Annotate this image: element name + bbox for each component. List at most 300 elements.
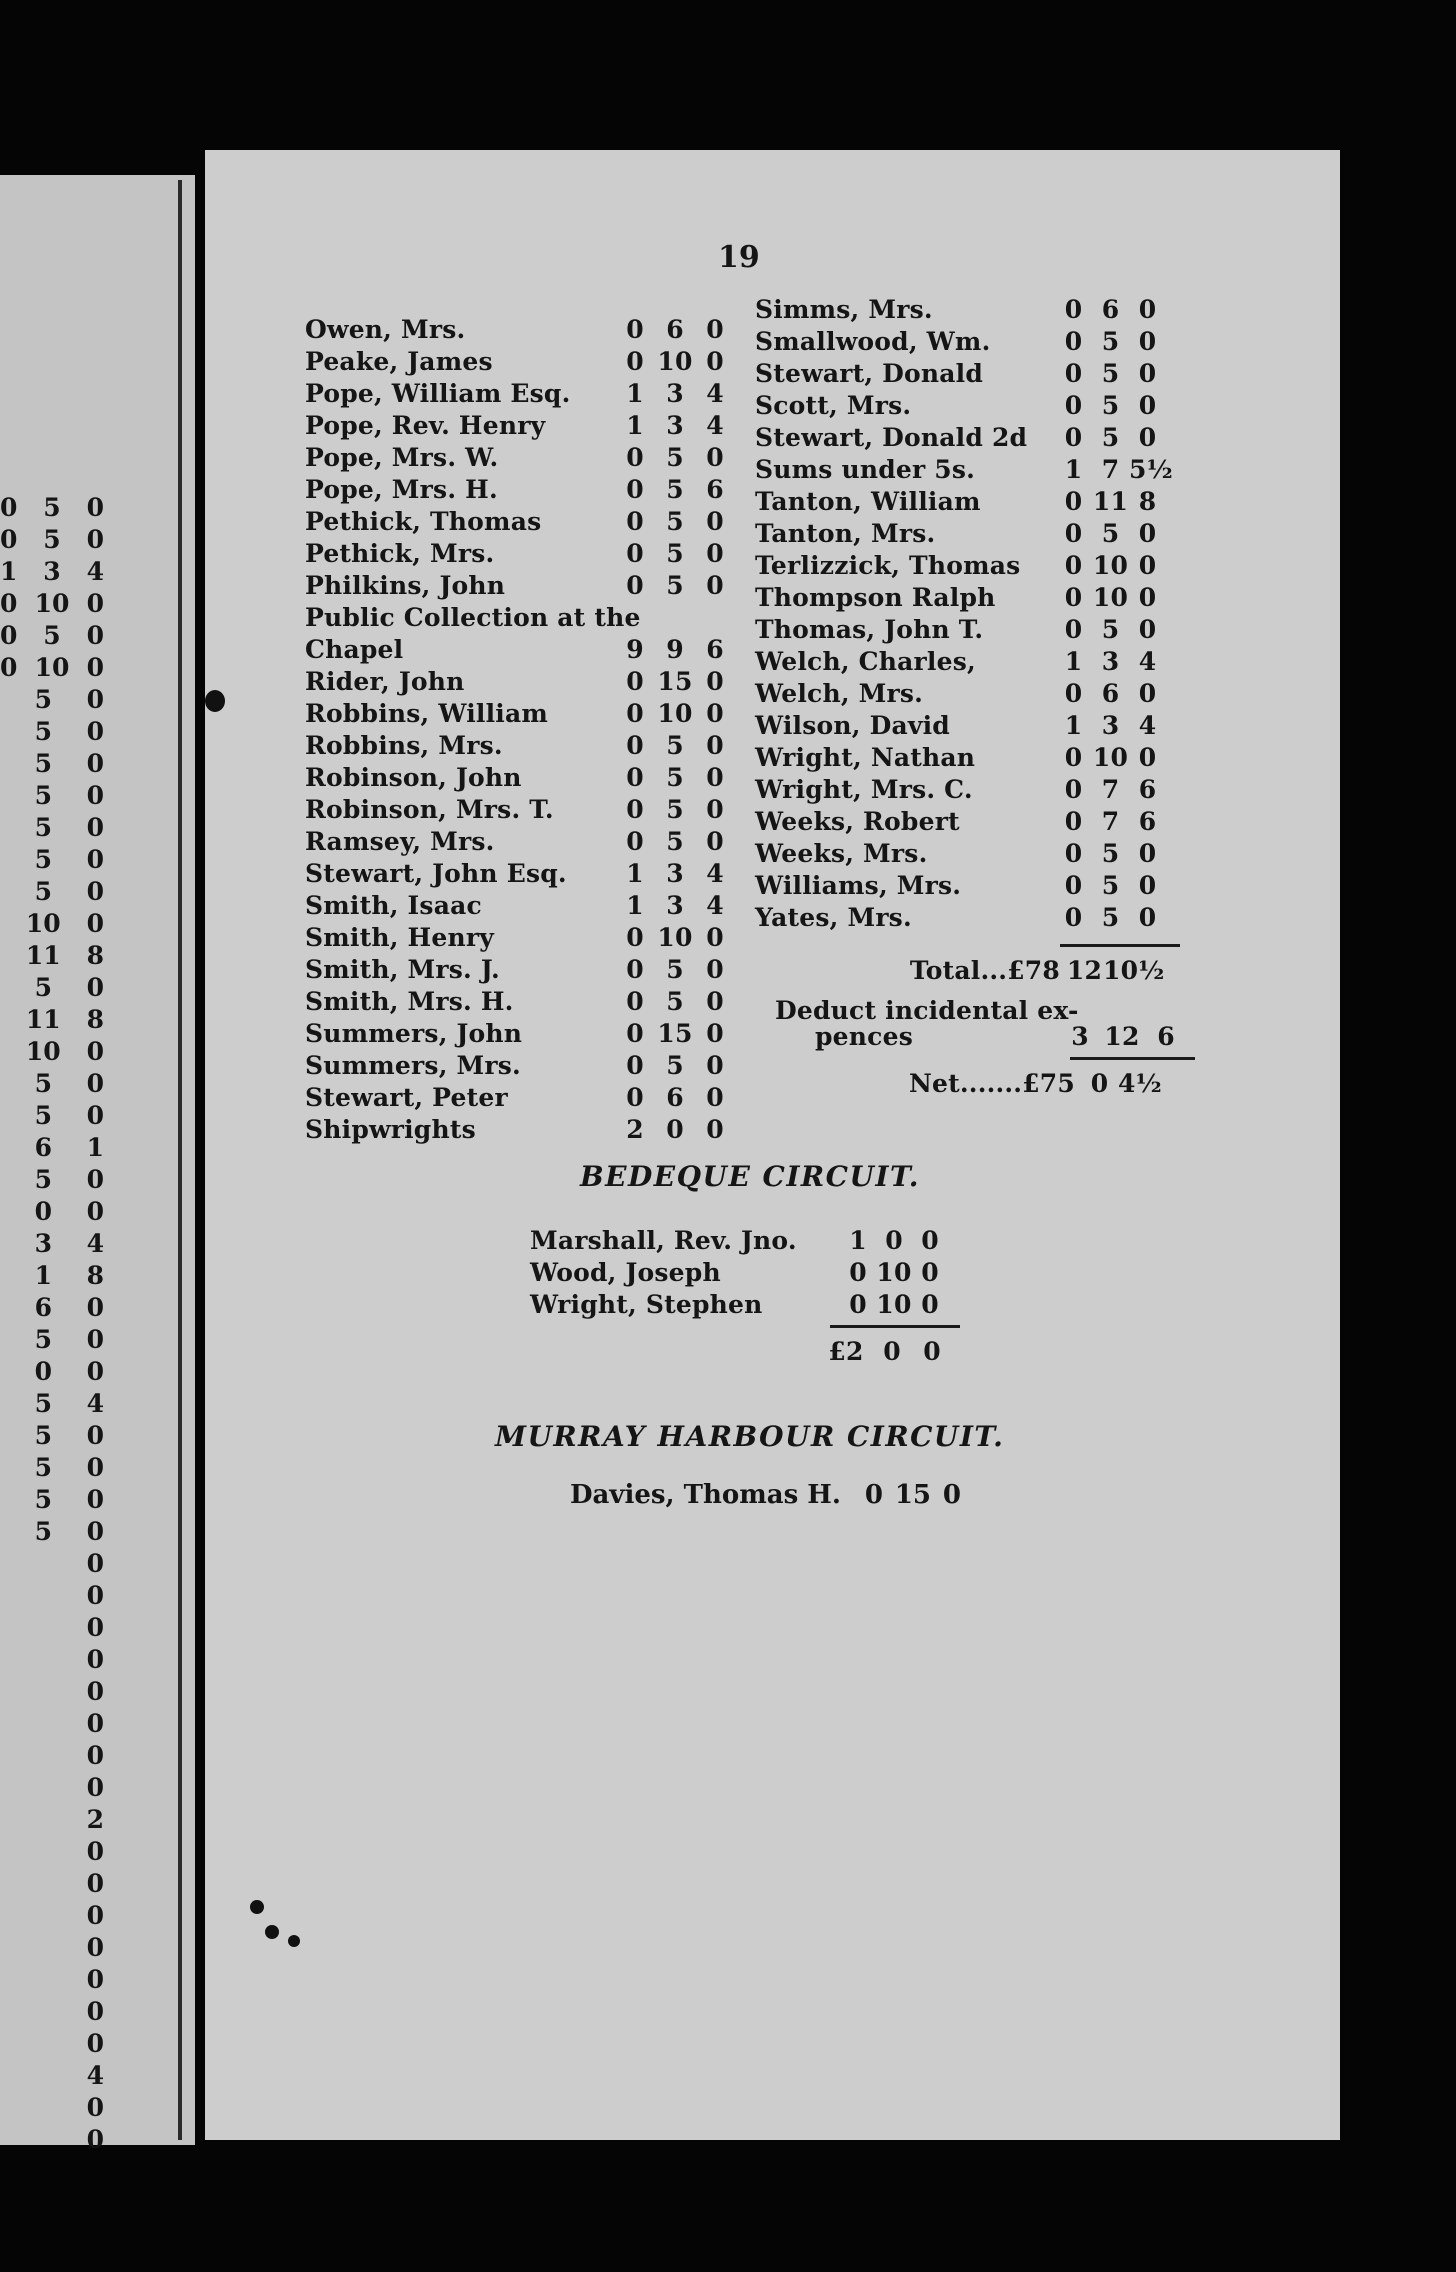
subscriber-name: Peake, James <box>305 347 493 376</box>
column2-row <box>755 612 1195 644</box>
left-page-value: 1 <box>86 1133 104 1162</box>
pounds: 0 <box>1064 423 1083 452</box>
left-page-row <box>0 973 110 1005</box>
left-page-row <box>0 1677 110 1709</box>
ink-blot <box>205 690 225 712</box>
shillings: 5 <box>1101 327 1120 356</box>
left-page-value: 0 <box>0 621 18 650</box>
pence: 0 <box>706 1083 724 1112</box>
column2-row <box>755 708 1195 740</box>
total-pence: 10½ <box>1103 956 1165 985</box>
subscriber-name: Terlizzick, Thomas <box>755 551 1021 580</box>
shillings: 5 <box>666 987 684 1016</box>
left-page-row <box>0 1965 110 1997</box>
net-row <box>755 1066 1195 1098</box>
column1-row <box>305 344 735 376</box>
column2-row <box>755 868 1195 900</box>
column2-row <box>755 580 1195 612</box>
net-pence: 4½ <box>1118 1069 1162 1098</box>
page-number: 19 <box>718 240 760 275</box>
pence: 0 <box>1138 295 1157 324</box>
pence: 0 <box>706 571 724 600</box>
left-page-row <box>0 1357 110 1389</box>
pence: 0 <box>706 507 724 536</box>
left-page-row <box>0 845 110 877</box>
pence: 0 <box>1138 519 1157 548</box>
bedeque-row <box>530 1223 960 1255</box>
left-page-value: 0 <box>0 525 18 554</box>
left-page-row <box>0 685 110 717</box>
left-page-value: 0 <box>0 493 18 522</box>
bedeque-row <box>530 1255 960 1287</box>
pounds: 0 <box>626 955 644 984</box>
pounds: 0 <box>626 1019 644 1048</box>
column2-row <box>755 420 1195 452</box>
pounds: 0 <box>1064 519 1083 548</box>
shillings: 10 <box>876 1258 912 1287</box>
pounds: 1 <box>626 891 644 920</box>
left-page-row <box>0 1101 110 1133</box>
column2-row <box>755 548 1195 580</box>
pounds: 0 <box>1064 295 1083 324</box>
subscriber-name: Williams, Mrs. <box>755 871 962 900</box>
left-page-row <box>0 1165 110 1197</box>
pounds: 1 <box>1064 455 1083 484</box>
pounds: 0 <box>1064 775 1083 804</box>
pounds: 0 <box>1064 487 1083 516</box>
subscriber-name: Ramsey, Mrs. <box>305 827 495 856</box>
left-page-row <box>0 1805 110 1837</box>
column1-row <box>305 504 735 536</box>
subscriber-column-1 <box>305 312 735 1144</box>
shillings: 3 <box>666 379 684 408</box>
pounds: 1 <box>1064 647 1083 676</box>
shillings: 10 <box>657 923 693 952</box>
subscriber-name: Robbins, William <box>305 699 549 728</box>
shillings: 5 <box>666 955 684 984</box>
left-page-row <box>0 1613 110 1645</box>
subscriber-name: Smith, Mrs. H. <box>305 987 514 1016</box>
left-page-value: 0 <box>86 2093 104 2122</box>
left-page-value: 0 <box>86 1581 104 1610</box>
left-page-value: 0 <box>86 1517 104 1546</box>
left-page-value: 10 <box>34 589 70 618</box>
left-page-value: 0 <box>86 1325 104 1354</box>
pounds: 0 <box>1064 551 1083 580</box>
left-page-row <box>0 1581 110 1613</box>
shillings: 5 <box>666 571 684 600</box>
pounds: 0 <box>626 475 644 504</box>
pence: 0 <box>706 667 724 696</box>
left-page-value: 0 <box>86 653 104 682</box>
left-page-value: 0 <box>86 973 104 1002</box>
column2-row <box>755 452 1195 484</box>
total-row <box>755 953 1195 985</box>
subscriber-name: Rider, John <box>305 667 465 696</box>
bedeque-list <box>530 1223 960 1366</box>
left-page-value: 5 <box>34 1485 52 1514</box>
left-page-value: 0 <box>86 1709 104 1738</box>
column1-row <box>305 952 735 984</box>
left-page-value: 0 <box>86 1645 104 1674</box>
left-page-value: 5 <box>34 1101 52 1130</box>
pence: 0 <box>706 763 724 792</box>
column1-row <box>305 888 735 920</box>
net-shillings: 0 <box>1090 1069 1109 1098</box>
left-page-value: 0 <box>86 909 104 938</box>
column1-row <box>305 1016 735 1048</box>
subscriber-name: Pethick, Mrs. <box>305 539 495 568</box>
subscriber-name: Stewart, Donald <box>755 359 984 388</box>
pounds: 9 <box>626 635 644 664</box>
murray-pence: 0 <box>942 1480 961 1510</box>
left-page-value: 3 <box>43 557 61 586</box>
subscriber-name: Welch, Charles, <box>755 647 976 676</box>
subscriber-name: Philkins, John <box>305 571 506 600</box>
pence: 0 <box>921 1290 939 1319</box>
column2-row <box>755 292 1195 324</box>
column1-row <box>305 792 735 824</box>
pence: 0 <box>1138 327 1157 356</box>
pounds: 1 <box>626 379 644 408</box>
pounds: 0 <box>626 795 644 824</box>
pounds: 1 <box>626 859 644 888</box>
shillings: 9 <box>666 635 684 664</box>
left-page-value: 5 <box>34 1517 52 1546</box>
left-page-value: 0 <box>86 1933 104 1962</box>
left-page-value: 8 <box>86 1005 104 1034</box>
pence: 0 <box>1138 679 1157 708</box>
subscriber-name: Pope, Mrs. H. <box>305 475 498 504</box>
left-page-value: 5 <box>43 621 61 650</box>
column2-row <box>755 484 1195 516</box>
shillings: 7 <box>1101 807 1120 836</box>
left-page-value: 0 <box>86 1069 104 1098</box>
left-page-value: 0 <box>86 1997 104 2026</box>
column2-row <box>755 356 1195 388</box>
subscriber-name: Pope, Rev. Henry <box>305 411 546 440</box>
shillings: 5 <box>666 827 684 856</box>
left-page-value: 0 <box>86 1901 104 1930</box>
left-page-value: 5 <box>34 973 52 1002</box>
pence: 4 <box>706 891 724 920</box>
shillings: 5 <box>1101 359 1120 388</box>
left-page-row <box>0 1997 110 2029</box>
left-page-value: 5 <box>43 493 61 522</box>
left-page-row <box>0 1453 110 1485</box>
pounds: 0 <box>849 1258 867 1287</box>
left-page-value: 5 <box>34 1069 52 1098</box>
pounds: 0 <box>626 699 644 728</box>
column1-row <box>305 1048 735 1080</box>
subscriber-name: Welch, Mrs. <box>755 679 924 708</box>
pence: 6 <box>1138 807 1157 836</box>
pounds: 0 <box>1064 583 1083 612</box>
left-page-value: 4 <box>86 2061 104 2090</box>
subscriber-name: Robinson, John <box>305 763 522 792</box>
pence: 0 <box>1138 839 1157 868</box>
left-page-value: 0 <box>86 1965 104 1994</box>
subscriber-name: Smith, Isaac <box>305 891 482 920</box>
subscriber-name: Smallwood, Wm. <box>755 327 991 356</box>
subscriber-name: Wood, Joseph <box>530 1258 721 1287</box>
shillings: 10 <box>1092 583 1129 612</box>
left-page-value: 10 <box>34 653 70 682</box>
left-page-value: 0 <box>86 877 104 906</box>
left-page-value: 5 <box>43 525 61 554</box>
left-page-value: 5 <box>34 1453 52 1482</box>
column1-row <box>305 312 735 344</box>
pounds: 0 <box>1064 359 1083 388</box>
left-page-row <box>0 1933 110 1965</box>
column1-row <box>305 632 735 664</box>
left-page-row <box>0 1389 110 1421</box>
pence: 0 <box>706 923 724 952</box>
subscriber-name: Pethick, Thomas <box>305 507 542 536</box>
bedeque-heading: BEDEQUE CIRCUIT. <box>580 1160 920 1193</box>
left-page-value: 5 <box>34 813 52 842</box>
pounds: 0 <box>849 1290 867 1319</box>
pence: 0 <box>1138 583 1157 612</box>
left-page-value: 0 <box>86 1677 104 1706</box>
column2-row <box>755 740 1195 772</box>
left-page-value: 10 <box>25 1037 61 1066</box>
subscriber-name: Robbins, Mrs. <box>305 731 503 760</box>
left-page-value: 5 <box>34 781 52 810</box>
page-gutter <box>178 180 182 2140</box>
pence: 0 <box>706 539 724 568</box>
left-page-row <box>0 1645 110 1677</box>
column2-row <box>755 772 1195 804</box>
bedeque-rule <box>830 1325 960 1328</box>
left-page-value: 0 <box>86 1453 104 1482</box>
left-page-row <box>0 941 110 973</box>
column1-row <box>305 856 735 888</box>
column2-row <box>755 324 1195 356</box>
pence: 0 <box>706 1019 724 1048</box>
left-page-row <box>0 621 110 653</box>
shillings: 5 <box>666 763 684 792</box>
pence: 0 <box>921 1226 939 1255</box>
left-page-value: 5 <box>34 717 52 746</box>
pence: 0 <box>706 443 724 472</box>
subscriber-name: Thomas, John T. <box>755 615 984 644</box>
subscriber-name: Stewart, Peter <box>305 1083 508 1112</box>
left-page-row <box>0 1485 110 1517</box>
murray-shillings: 15 <box>894 1480 932 1510</box>
shillings: 6 <box>1101 679 1120 708</box>
left-page-row <box>0 1741 110 1773</box>
pence: 0 <box>1138 871 1157 900</box>
left-page-value: 5 <box>34 845 52 874</box>
subscriber-name: Pope, Mrs. W. <box>305 443 499 472</box>
pounds: 0 <box>626 347 644 376</box>
shillings: 11 <box>1092 487 1129 516</box>
left-page-value: 10 <box>25 909 61 938</box>
left-page-value: 6 <box>34 1133 52 1162</box>
left-page-value: 3 <box>34 1229 52 1258</box>
pounds: 1 <box>626 411 644 440</box>
left-page-value: 0 <box>86 1741 104 1770</box>
pence: 0 <box>706 699 724 728</box>
left-page-value: 0 <box>86 2125 104 2154</box>
pence: 4 <box>706 379 724 408</box>
column1-row <box>305 920 735 952</box>
left-page-row <box>0 2125 110 2157</box>
subscriber-name: Pope, William Esq. <box>305 379 571 408</box>
subscriber-name: Owen, Mrs. <box>305 315 466 344</box>
subscriber-name: Yates, Mrs. <box>755 903 912 932</box>
left-page-value: 0 <box>86 1165 104 1194</box>
pounds: 0 <box>626 571 644 600</box>
pence: 0 <box>1138 423 1157 452</box>
left-page-value: 0 <box>86 1613 104 1642</box>
pounds: 0 <box>1064 615 1083 644</box>
left-page-row <box>0 1261 110 1293</box>
subscriber-name: Wright, Stephen <box>530 1290 763 1319</box>
pounds: 0 <box>626 315 644 344</box>
shillings: 15 <box>657 667 693 696</box>
left-page-value: 0 <box>86 749 104 778</box>
pence: 0 <box>1138 359 1157 388</box>
left-page-value: 0 <box>86 813 104 842</box>
left-page-row <box>0 1837 110 1869</box>
left-page-value: 5 <box>34 1421 52 1450</box>
left-page-value: 11 <box>25 1005 61 1034</box>
pounds: 0 <box>1064 743 1083 772</box>
column2-row <box>755 804 1195 836</box>
pounds: 0 <box>626 827 644 856</box>
pounds: 0 <box>1064 679 1083 708</box>
pounds: 1 <box>1064 711 1083 740</box>
left-page-row <box>0 877 110 909</box>
shillings: 5 <box>666 443 684 472</box>
left-page-row <box>0 1197 110 1229</box>
pounds: 0 <box>626 923 644 952</box>
left-page-value: 0 <box>86 1485 104 1514</box>
net-rule <box>1070 1057 1195 1060</box>
pence: 0 <box>921 1258 939 1287</box>
pounds: 0 <box>626 731 644 760</box>
deduct-pounds: 3 <box>1071 1022 1089 1051</box>
left-page-row <box>0 1069 110 1101</box>
shillings: 6 <box>1101 295 1120 324</box>
pence: 8 <box>1138 487 1157 516</box>
column1-row <box>305 536 735 568</box>
shillings: 5 <box>1101 615 1120 644</box>
left-page-amounts <box>0 493 110 2157</box>
shillings: 3 <box>666 891 684 920</box>
shillings: 7 <box>1101 775 1120 804</box>
subscriber-name: Wilson, David <box>755 711 950 740</box>
shillings: 5 <box>1101 391 1120 420</box>
pence: 0 <box>706 1115 724 1144</box>
column1-row <box>305 600 735 632</box>
left-page-value: 0 <box>86 1549 104 1578</box>
pence: 0 <box>706 347 724 376</box>
shillings: 6 <box>666 315 684 344</box>
shillings: 3 <box>1101 711 1120 740</box>
left-page-row <box>0 717 110 749</box>
column2-row <box>755 516 1195 548</box>
left-page-row <box>0 525 110 557</box>
pounds: 0 <box>626 539 644 568</box>
left-page-value: 5 <box>34 1325 52 1354</box>
left-page-row <box>0 1421 110 1453</box>
left-page-value: 0 <box>0 653 18 682</box>
pence: 5½ <box>1129 455 1173 484</box>
subscriber-name: Stewart, Donald 2d <box>755 423 1028 452</box>
shillings: 6 <box>666 1083 684 1112</box>
left-page-row <box>0 2093 110 2125</box>
left-page-value: 0 <box>86 717 104 746</box>
pence: 6 <box>706 635 724 664</box>
left-page-row <box>0 813 110 845</box>
shillings: 5 <box>666 731 684 760</box>
shillings: 5 <box>1101 903 1120 932</box>
left-page-value: 8 <box>86 941 104 970</box>
left-page-value: 0 <box>86 1421 104 1450</box>
bedeque-total-shillings: 0 <box>883 1337 901 1366</box>
column2-row <box>755 388 1195 420</box>
left-page-row <box>0 1901 110 1933</box>
left-page-value: 0 <box>86 1869 104 1898</box>
left-page-value: 0 <box>86 493 104 522</box>
column1-row <box>305 760 735 792</box>
left-page-value: 5 <box>34 877 52 906</box>
pence: 0 <box>1138 743 1157 772</box>
shillings: 3 <box>666 859 684 888</box>
left-page-value: 0 <box>86 1101 104 1130</box>
pounds: 0 <box>1064 871 1083 900</box>
ink-blot <box>250 1900 264 1914</box>
pence: 0 <box>1138 551 1157 580</box>
pounds: 0 <box>626 507 644 536</box>
subscriber-name: Weeks, Robert <box>755 807 960 836</box>
left-page-row <box>0 557 110 589</box>
ink-blot <box>288 1935 300 1947</box>
deduct-block <box>755 993 1195 1051</box>
shillings: 5 <box>666 475 684 504</box>
murray-name: Davies, Thomas H. <box>570 1480 841 1510</box>
left-page-value: 6 <box>34 1293 52 1322</box>
left-page-value: 1 <box>0 557 18 586</box>
pence: 0 <box>706 827 724 856</box>
subscriber-column-2 <box>755 292 1195 1098</box>
shillings: 0 <box>885 1226 903 1255</box>
shillings: 3 <box>666 411 684 440</box>
subscriber-name: Wright, Nathan <box>755 743 976 772</box>
pence: 0 <box>1138 615 1157 644</box>
left-page-row <box>0 1325 110 1357</box>
bedeque-total-pounds: £2 <box>828 1337 864 1366</box>
column1-row <box>305 728 735 760</box>
left-page-value: 1 <box>34 1261 52 1290</box>
column2-row <box>755 676 1195 708</box>
left-page-row <box>0 909 110 941</box>
total-shillings: 12 <box>1066 956 1103 985</box>
pounds: 1 <box>849 1226 867 1255</box>
left-page-value: 0 <box>86 1773 104 1802</box>
left-page-row <box>0 1005 110 1037</box>
pence: 0 <box>706 315 724 344</box>
shillings: 15 <box>657 1019 693 1048</box>
bedeque-total-pence: 0 <box>923 1337 941 1366</box>
shillings: 0 <box>666 1115 684 1144</box>
pounds: 0 <box>626 1083 644 1112</box>
subscriber-name: Stewart, John Esq. <box>305 859 567 888</box>
left-page-row <box>0 2029 110 2061</box>
